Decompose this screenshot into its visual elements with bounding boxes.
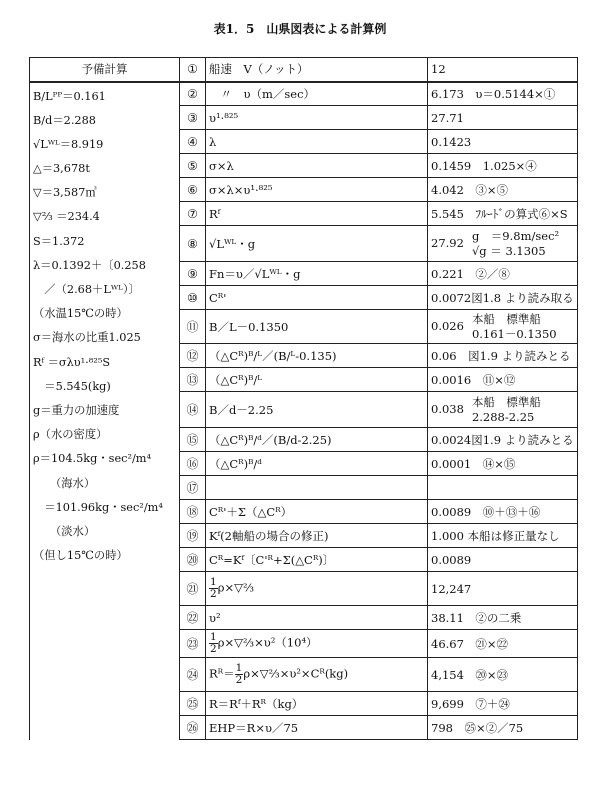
item-cell: B／d－2.25 — [206, 392, 428, 428]
pre-calc-line: ▽⅔ ＝234.4 — [33, 210, 100, 224]
fraction — [209, 632, 218, 655]
fraction — [235, 663, 244, 686]
pre-calc-line: （淡水） — [33, 524, 96, 538]
item-text: Rᴿ＝ — [209, 666, 235, 681]
calculation-table — [29, 57, 578, 740]
item-cell: σ×λ×υ¹·⁸²⁵ — [206, 178, 428, 202]
item-text-after: ρ×▽⅔ — [217, 580, 255, 595]
pre-calc-line: √Lᵂᴸ＝8.919 — [33, 137, 104, 151]
fraction-denominator: 2 — [210, 588, 217, 600]
pre-calc-line: （但し15℃の時） — [33, 549, 128, 563]
value-note-line: 本船 標準船 — [471, 394, 541, 409]
fraction-numerator: 1 — [210, 631, 217, 643]
pre-calc-line: ／（2.68＋Lᵂᴸ）〕 — [33, 283, 140, 296]
item-cell — [206, 658, 428, 692]
value-cell: 6.173 υ＝0.5144×① — [428, 82, 578, 106]
table-row — [30, 82, 578, 106]
row-number: ④ — [180, 130, 206, 154]
item-cell — [206, 476, 428, 500]
row-number: ㉖ — [180, 716, 206, 740]
pre-calc-line: （海水） — [33, 476, 96, 490]
row-number: ⑱ — [180, 500, 206, 524]
value-note-line: 2.288-2.25 — [471, 409, 535, 424]
value-cell: 0.0001 ⑭×⑮ — [428, 452, 578, 476]
item-cell: υ¹·⁸²⁵ — [206, 106, 428, 130]
pre-calc-line: B/d＝2.288 — [33, 113, 96, 127]
row-number: ⑥ — [180, 178, 206, 202]
value-note-line: 0.161－0.1350 — [471, 326, 557, 341]
row-number: ⑰ — [180, 476, 206, 500]
item-cell — [206, 630, 428, 658]
row-number: ㉓ — [180, 630, 206, 658]
item-cell: √Lᵂᴸ・g — [206, 226, 428, 262]
value-note — [472, 312, 557, 342]
row-number: ⑪ — [180, 310, 206, 344]
item-cell — [206, 572, 428, 606]
value-cell: 1.000 本船は修正量なし — [428, 524, 578, 548]
pre-calc-line: ＝101.96kg・sec²/m⁴ — [33, 500, 163, 514]
pre-calc-line: △＝3,678t — [33, 162, 90, 176]
item-cell: R＝Rᶠ＋Rᴿ（kg） — [206, 692, 428, 716]
value-cell: 0.0024図1.9 より読みとる — [428, 428, 578, 452]
row-number: ⑯ — [180, 452, 206, 476]
row-number: ① — [180, 58, 206, 82]
value-cell — [428, 476, 578, 500]
item-cell: Cᴿ'＋Σ（△Cᴿ） — [206, 500, 428, 524]
pre-calc-column — [30, 82, 180, 740]
row-number: ㉒ — [180, 606, 206, 630]
item-cell: 〃 υ（m／sec） — [206, 82, 428, 106]
value-cell: 9,699 ⑦＋㉔ — [428, 692, 578, 716]
pre-calc-line: σ＝海水の比重1.025 — [33, 331, 141, 345]
value-cell: 27.71 — [428, 106, 578, 130]
item-cell: 船速 V（ノット） — [206, 58, 428, 82]
item-cell: σ×λ — [206, 154, 428, 178]
item-text-after: ρ×▽⅔×υ²×Cᴿ(kg) — [243, 666, 349, 681]
value-note — [472, 229, 559, 259]
item-cell: υ² — [206, 606, 428, 630]
value-main: 27.92 — [431, 235, 464, 250]
value-main: 0.038 — [431, 401, 464, 416]
fraction — [209, 577, 218, 600]
pre-calc-line: λ＝0.1392＋〔0.258 — [33, 258, 146, 272]
row-number: ⑤ — [180, 154, 206, 178]
value-cell: 0.1459 1.025×④ — [428, 154, 578, 178]
value-cell: 0.0089 ⑩＋⑬＋⑯ — [428, 500, 578, 524]
item-cell: Cᴿ=Kᶠ〔C'ᴿ+Σ(△Cᴿ)〕 — [206, 548, 428, 572]
value-cell: 0.221 ②／⑧ — [428, 262, 578, 286]
pre-calc-line: ▽＝3,587㎥ — [33, 186, 97, 200]
row-number: ⑮ — [180, 428, 206, 452]
value-note-line: √g ＝ 3.1305 — [471, 243, 546, 258]
item-cell: EHP＝R×υ／75 — [206, 716, 428, 740]
value-cell: 0.0089 — [428, 548, 578, 572]
item-text-after: ρ×▽⅔×υ²（10⁴） — [217, 635, 318, 650]
pre-calc-line: S＝1.372 — [33, 234, 85, 248]
pre-calc-line: ＝5.545(kg) — [33, 379, 111, 393]
row-number: ② — [180, 82, 206, 106]
value-cell: 0.06 図1.9 より読みとる — [428, 344, 578, 368]
header-row — [30, 58, 578, 82]
row-number: ③ — [180, 106, 206, 130]
pre-calc-header: 予備計算 — [30, 58, 180, 82]
value-cell — [428, 392, 578, 428]
row-number: ㉑ — [180, 572, 206, 606]
pre-calc-line: ρ＝104.5kg・sec²/m⁴ — [33, 452, 152, 466]
fraction-denominator: 2 — [210, 643, 217, 655]
item-cell: （△Cᴿ)ᴮ/ᵈ — [206, 452, 428, 476]
table-title: 表1．5 山県図表による計算例 — [213, 22, 387, 36]
item-cell: （△Cᴿ)ᴮ/ᴸ — [206, 368, 428, 392]
row-number: ⑦ — [180, 202, 206, 226]
value-cell: 46.67 ㉑×㉒ — [428, 630, 578, 658]
value-cell — [428, 310, 578, 344]
value-cell: 0.1423 — [428, 130, 578, 154]
value-cell: 798 ㉕×②／75 — [428, 716, 578, 740]
item-cell: Fn＝υ／√Lᵂᴸ・g — [206, 262, 428, 286]
value-cell: 38.11 ②の二乗 — [428, 606, 578, 630]
row-number: ⑬ — [180, 368, 206, 392]
value-note — [472, 395, 541, 425]
value-cell — [428, 226, 578, 262]
value-cell: 4.042 ③×⑤ — [428, 178, 578, 202]
pre-calc-line: （水温15℃の時） — [33, 307, 128, 321]
pre-calc-line: ρ（水の密度） — [33, 428, 108, 442]
item-cell: λ — [206, 130, 428, 154]
pre-calc-line: B/Lᴾᴾ＝0.161 — [33, 89, 106, 103]
row-number: ⑩ — [180, 286, 206, 310]
row-number: ⑭ — [180, 392, 206, 428]
item-cell: Cᴿ' — [206, 286, 428, 310]
fraction-numerator: 1 — [210, 576, 217, 588]
value-cell: 4,154 ⑳×㉓ — [428, 658, 578, 692]
fraction-numerator: 1 — [235, 662, 243, 674]
value-cell: 0.0016 ⑪×⑫ — [428, 368, 578, 392]
item-cell: （△Cᴿ)ᴮ/ᴸ／(B/ᴸ-0.135) — [206, 344, 428, 368]
fraction-denominator: 2 — [235, 674, 243, 686]
row-number: ㉔ — [180, 658, 206, 692]
value-note-line: 本船 標準船 — [471, 311, 541, 326]
row-number: ⑳ — [180, 548, 206, 572]
item-cell: （△Cᴿ)ᴮ/ᵈ／(B/d-2.25) — [206, 428, 428, 452]
value-note-line: g ＝9.8m/sec² — [471, 228, 560, 243]
value-cell: 0.0072図1.8 より読み取る — [428, 286, 578, 310]
pre-calc-line: g＝重力の加速度 — [33, 403, 120, 417]
value-main: 0.026 — [431, 318, 464, 333]
value-cell: 12 — [428, 58, 578, 82]
item-cell: B／L－0.1350 — [206, 310, 428, 344]
row-number: ⑧ — [180, 226, 206, 262]
row-number: ⑲ — [180, 524, 206, 548]
row-number: ㉕ — [180, 692, 206, 716]
value-cell: 12,247 — [428, 572, 578, 606]
item-cell: Rᶠ — [206, 202, 428, 226]
value-cell: 5.545 ﾌﾙｰﾄﾞの算式⑥×S — [428, 202, 578, 226]
row-number: ⑨ — [180, 262, 206, 286]
item-cell: Kᶠ(2軸船の場合の修正) — [206, 524, 428, 548]
pre-calc-line: Rᶠ ＝σλυ¹·⁸²⁵S — [33, 355, 111, 369]
row-number: ⑫ — [180, 344, 206, 368]
